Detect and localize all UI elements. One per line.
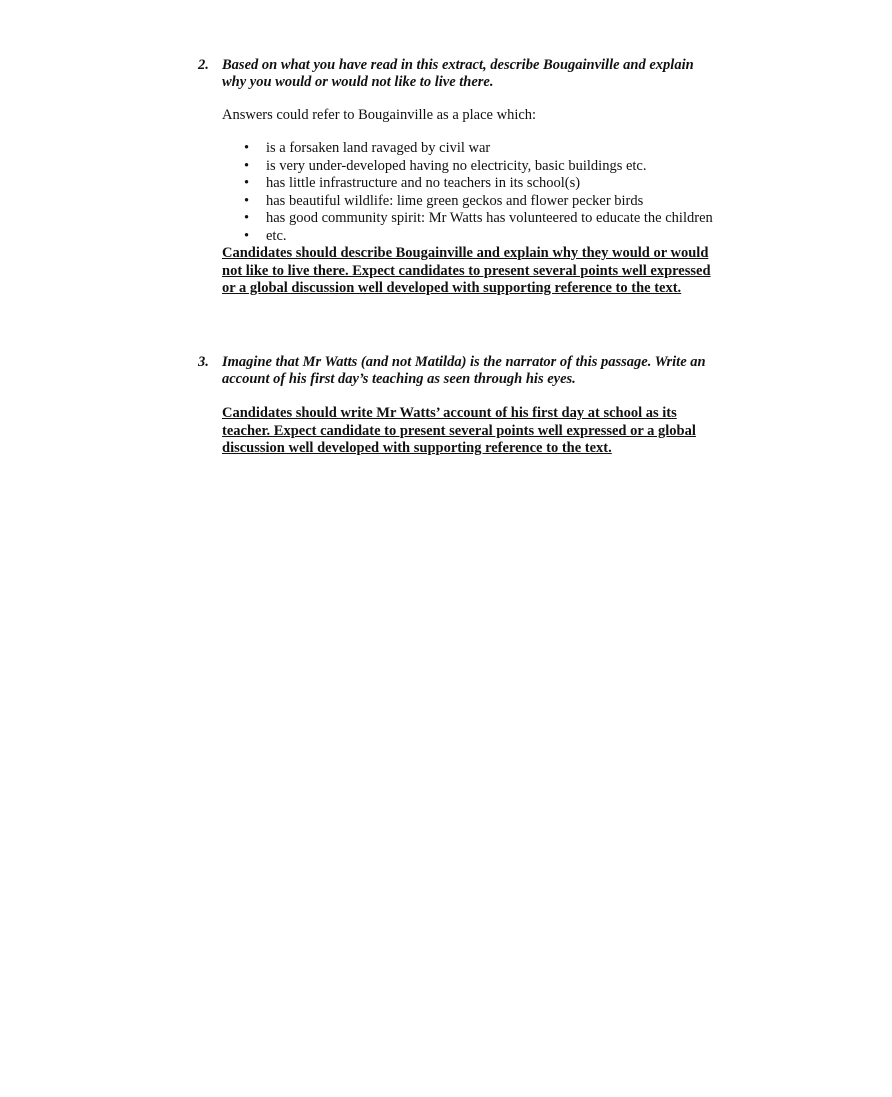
list-item: • etc. — [244, 227, 287, 244]
bullet-icon: • — [244, 210, 250, 226]
list-item: • is a forsaken land ravaged by civil war — [244, 140, 491, 156]
bullet-icon: • — [244, 157, 250, 174]
marking-guidance: Candidates should describe Bougainville and explain why they would or would not like to live there. Expect candidates to present several points well expressed or a global discussion well developed with supporting reference to the text. — [222, 245, 711, 296]
question-text: Based on what you have read in this extract, describe Bougainville and explain why you would or would not like to live there. — [222, 57, 694, 90]
list-item: • is very under-developed having no electricity, basic buildings etc. — [244, 157, 647, 174]
bullet-icon: • — [244, 175, 250, 191]
bullet-icon: • — [244, 140, 250, 156]
list-item: • has good community spirit: Mr Watts has volunteered to educate the children — [244, 210, 713, 226]
question-number: 3. — [198, 354, 209, 370]
bullet-icon: • — [244, 192, 250, 209]
list-item: • has little infrastructure and no teachers in its school(s) — [244, 175, 581, 191]
bullet-icon: • — [244, 227, 250, 244]
question-3 — [198, 354, 718, 458]
question-number: 2. — [198, 57, 209, 73]
question-text: Imagine that Mr Watts (and not Matilda) is the narrator of this passage. Write an account of his first day’s teaching as seen through his eyes. — [222, 354, 706, 387]
question-2 — [198, 57, 718, 298]
marking-guidance: Candidates should write Mr Watts’ account of his first day at school as its teacher. Expect candidate to present several points well expressed or a global discussion well developed with supporting reference to the text. — [222, 405, 696, 456]
answer-bullet-list — [222, 140, 718, 245]
list-item: • has beautiful wildlife: lime green geckos and flower pecker birds — [244, 192, 644, 209]
answer-intro: Answers could refer to Bougainville as a place which: — [222, 107, 537, 123]
